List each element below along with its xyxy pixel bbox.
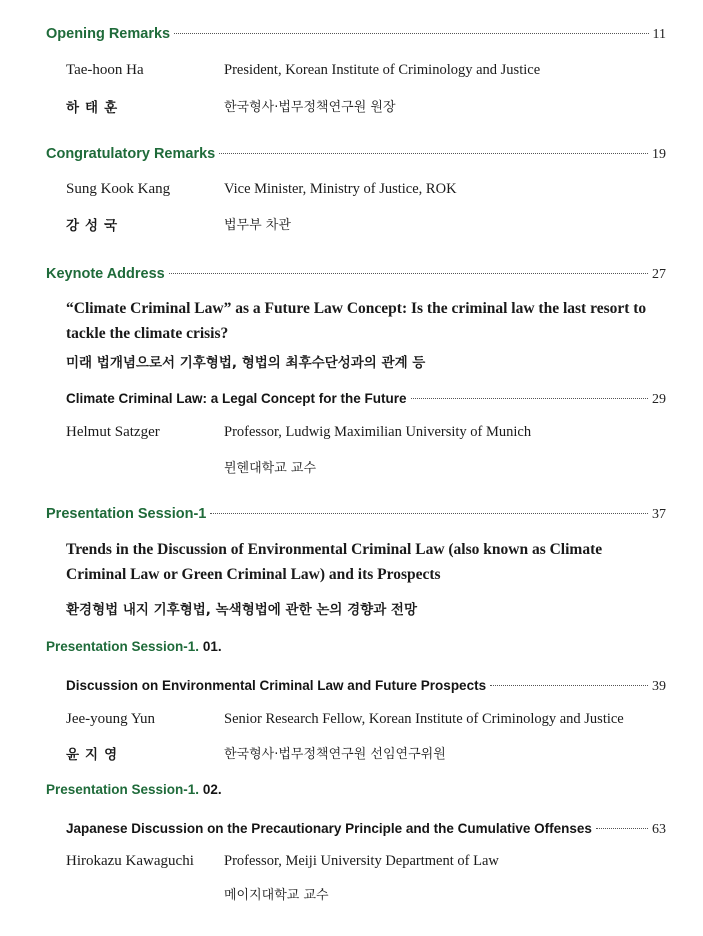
speaker-role-korean: 뮌헨대학교 교수	[224, 461, 317, 476]
speaker-name-korean: 윤지영	[66, 747, 124, 763]
toc-entry-paper-01[interactable]	[66, 678, 666, 695]
speaker-name: Helmut Satzger	[66, 424, 160, 440]
page-number: 63	[652, 822, 666, 837]
speaker-role: President, Korean Institute of Criminology and Justice	[224, 62, 541, 78]
speaker-role-korean: 한국형사·법무정책연구원 원장	[224, 100, 396, 115]
speaker-role-korean: 한국형사·법무정책연구원 선임연구위원	[224, 747, 446, 762]
dot-leader	[219, 153, 648, 154]
toc-entry-congratulatory-remarks[interactable]	[46, 146, 666, 163]
speaker-name: Hirokazu Kawaguchi	[66, 853, 194, 869]
dot-leader	[210, 513, 648, 514]
page-number: 19	[652, 147, 666, 162]
speaker-role-korean: 메이지대학교 교수	[224, 888, 329, 903]
speaker-role-korean: 법무부 차관	[224, 218, 291, 233]
section-title: Congratulatory Remarks	[46, 146, 216, 162]
speaker-role: Professor, Ludwig Maximilian University of Munich	[224, 424, 532, 440]
section-title: Keynote Address	[46, 266, 165, 282]
speaker-name-korean: 강성국	[66, 218, 124, 234]
dot-leader	[490, 685, 648, 686]
subsession-label-text: Presentation Session-1.	[46, 782, 200, 797]
toc-entry-presentation-session-1[interactable]	[46, 506, 666, 523]
dot-leader	[174, 33, 648, 34]
speaker-name-korean: 하태훈	[66, 100, 124, 116]
subsession-number: 01.	[202, 639, 222, 654]
toc-entry-keynote-paper[interactable]	[66, 391, 666, 408]
keynote-theme: “Climate Criminal Law” as a Future Law Concept: Is the criminal law the last resort to tackle the climate crisis?	[66, 300, 647, 342]
speaker-name: Sung Kook Kang	[66, 181, 171, 197]
speaker-role: Vice Minister, Ministry of Justice, ROK	[224, 181, 457, 197]
subsession-number: 02.	[202, 782, 222, 797]
session-theme-korean: 환경형법 내지 기후형법, 녹색형법에 관한 논의 경향과 전망	[66, 602, 418, 618]
page-number: 37	[652, 507, 666, 522]
toc-entry-opening-remarks[interactable]	[46, 26, 666, 43]
speaker-name: Jee-young Yun	[66, 711, 156, 727]
toc-entry-paper-02[interactable]	[66, 821, 666, 838]
paper-title: Discussion on Environmental Criminal Law and Future Prospects	[66, 678, 487, 693]
speaker-role: Professor, Meiji University Department of Law	[224, 853, 499, 869]
speaker-role: Senior Research Fellow, Korean Institute of Criminology and Justice	[224, 711, 624, 727]
paper-title: Japanese Discussion on the Precautionary Principle and the Cumulative Offenses	[66, 821, 592, 836]
section-title: Presentation Session-1	[46, 506, 207, 522]
dot-leader	[596, 828, 648, 829]
subsession-label-01	[46, 639, 222, 654]
subsession-label-02	[46, 782, 222, 797]
session-theme: Trends in the Discussion of Environmental Criminal Law (also known as Climate Criminal Law or Green Criminal Law) and its Prospects	[66, 541, 603, 583]
page-number: 11	[652, 27, 666, 42]
dot-leader	[169, 273, 648, 274]
subsession-label-text: Presentation Session-1.	[46, 639, 200, 654]
section-title: Opening Remarks	[46, 26, 171, 42]
dot-leader	[411, 398, 648, 399]
page-number: 39	[652, 679, 666, 694]
speaker-name: Tae-hoon Ha	[66, 62, 144, 78]
paper-title: Climate Criminal Law: a Legal Concept for the Future	[66, 391, 407, 406]
page-number: 27	[652, 267, 666, 282]
keynote-theme-korean: 미래 법개념으로서 기후형법, 형법의 최후수단성과의 관계 등	[66, 355, 426, 371]
toc-entry-keynote-address[interactable]	[46, 266, 666, 283]
page-number: 29	[652, 392, 666, 407]
